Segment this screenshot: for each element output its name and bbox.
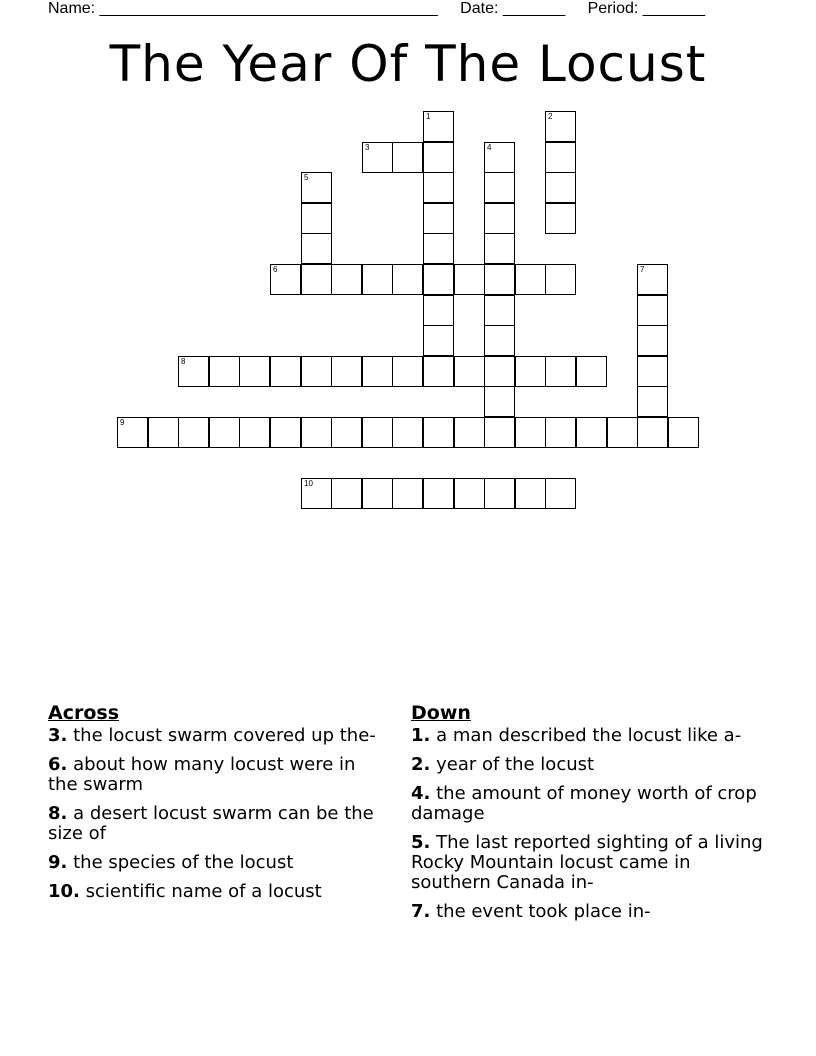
grid-cell[interactable] — [576, 417, 607, 448]
clue-number: 2. — [411, 754, 431, 775]
grid-cell[interactable] — [515, 417, 546, 448]
cell-number: 10 — [304, 479, 313, 488]
grid-cell[interactable] — [454, 417, 485, 448]
grid-cell[interactable] — [239, 417, 270, 448]
grid-cell[interactable] — [362, 417, 393, 448]
clue-text: year of the locust — [430, 754, 595, 775]
grid-cell[interactable] — [545, 172, 576, 203]
grid-cell[interactable] — [331, 264, 362, 295]
grid-cell[interactable] — [484, 478, 515, 509]
cell-number: 5 — [304, 173, 309, 182]
down-clues — [411, 702, 771, 931]
clue-text: the species of the locust — [67, 852, 294, 873]
grid-cell[interactable] — [331, 356, 362, 387]
grid-cell[interactable] — [301, 356, 332, 387]
grid-cell[interactable] — [545, 478, 576, 509]
grid-cell[interactable] — [331, 478, 362, 509]
clue-text: The last reported sighting of a living Rocky Mountain locust came in southern Canada in- — [411, 832, 763, 893]
across-clues — [48, 702, 388, 911]
grid-cell[interactable] — [515, 264, 546, 295]
grid-cell[interactable] — [484, 264, 515, 295]
clue-number: 1. — [411, 725, 431, 746]
grid-cell[interactable] — [392, 142, 423, 173]
grid-cell[interactable] — [270, 417, 301, 448]
grid-cell[interactable] — [637, 417, 668, 448]
grid-cell[interactable] — [515, 478, 546, 509]
grid-cell[interactable] — [423, 203, 454, 234]
grid-cell[interactable] — [607, 417, 638, 448]
clue-text: about how many locust were in the swarm — [48, 754, 356, 795]
grid-cell[interactable] — [423, 478, 454, 509]
grid-cell[interactable] — [301, 203, 332, 234]
grid-cell[interactable] — [301, 478, 332, 509]
grid-cell[interactable] — [392, 478, 423, 509]
grid-cell[interactable] — [148, 417, 179, 448]
grid-cell[interactable] — [423, 233, 454, 264]
puzzle-title: The Year Of The Locust — [109, 35, 707, 93]
grid-cell[interactable] — [484, 356, 515, 387]
grid-cell[interactable] — [392, 356, 423, 387]
clue-text: the amount of money worth of crop damage — [411, 783, 757, 824]
grid-cell[interactable] — [637, 356, 668, 387]
cell-number: 6 — [273, 265, 278, 274]
grid-cell[interactable] — [484, 295, 515, 326]
down-clue-1 — [411, 726, 771, 746]
grid-cell[interactable] — [545, 203, 576, 234]
cell-number: 7 — [640, 265, 645, 274]
clue-number: 3. — [48, 725, 68, 746]
clue-number: 7. — [411, 901, 431, 922]
grid-cell[interactable] — [515, 356, 546, 387]
grid-cell[interactable] — [423, 111, 454, 142]
grid-cell[interactable] — [270, 264, 301, 295]
grid-cell[interactable] — [545, 356, 576, 387]
cell-number: 2 — [548, 112, 553, 121]
clue-text: a desert locust swarm can be the size of — [48, 803, 374, 844]
grid-cell[interactable] — [484, 417, 515, 448]
grid-cell[interactable] — [423, 172, 454, 203]
grid-cell[interactable] — [362, 142, 393, 173]
clue-text: the event took place in- — [430, 901, 651, 922]
cell-number: 4 — [487, 143, 492, 152]
clue-text: a man described the locust like a- — [430, 725, 742, 746]
grid-cell[interactable] — [392, 417, 423, 448]
across-clue-10 — [48, 882, 388, 902]
clue-number: 8. — [48, 803, 68, 824]
grid-cell[interactable] — [484, 233, 515, 264]
grid-cell[interactable] — [454, 478, 485, 509]
across-heading: Across — [48, 702, 120, 724]
grid-cell[interactable] — [423, 142, 454, 173]
grid-cell[interactable] — [423, 264, 454, 295]
grid-cell[interactable] — [362, 264, 393, 295]
grid-cell[interactable] — [270, 356, 301, 387]
clue-number: 5. — [411, 832, 431, 853]
grid-cell[interactable] — [423, 356, 454, 387]
grid-cell[interactable] — [331, 417, 362, 448]
grid-cell[interactable] — [301, 233, 332, 264]
grid-cell[interactable] — [362, 356, 393, 387]
across-clue-9 — [48, 853, 388, 873]
down-clue-4 — [411, 784, 771, 824]
grid-cell[interactable] — [454, 264, 485, 295]
clue-number: 6. — [48, 754, 68, 775]
down-heading: Down — [411, 702, 471, 724]
grid-cell[interactable] — [423, 325, 454, 356]
period-field-label[interactable]: Period: _______ — [587, 0, 706, 17]
grid-cell[interactable] — [301, 417, 332, 448]
cell-number: 8 — [181, 357, 186, 366]
grid-cell[interactable] — [545, 264, 576, 295]
grid-cell[interactable] — [178, 356, 209, 387]
grid-cell[interactable] — [484, 203, 515, 234]
date-field-label[interactable]: Date: _______ — [460, 0, 566, 17]
across-clue-3 — [48, 726, 388, 746]
clue-text: the locust swarm covered up the- — [67, 725, 376, 746]
grid-cell[interactable] — [423, 295, 454, 326]
grid-cell[interactable] — [484, 386, 515, 417]
clue-number: 4. — [411, 783, 431, 804]
grid-cell[interactable] — [392, 264, 423, 295]
across-clue-6 — [48, 755, 388, 795]
down-clue-5 — [411, 833, 771, 893]
grid-cell[interactable] — [209, 356, 240, 387]
grid-cell[interactable] — [117, 417, 148, 448]
grid-cell[interactable] — [637, 386, 668, 417]
grid-cell[interactable] — [668, 417, 699, 448]
grid-cell[interactable] — [454, 356, 485, 387]
grid-cell[interactable] — [239, 356, 270, 387]
across-clue-8 — [48, 804, 388, 844]
clue-number: 9. — [48, 852, 68, 873]
clue-number: 10. — [48, 881, 80, 902]
grid-cell[interactable] — [484, 325, 515, 356]
grid-cell[interactable] — [545, 142, 576, 173]
grid-cell[interactable] — [576, 356, 607, 387]
cell-number: 1 — [426, 112, 431, 121]
grid-cell[interactable] — [301, 264, 332, 295]
grid-cell[interactable] — [545, 111, 576, 142]
grid-cell[interactable] — [637, 264, 668, 295]
clue-text: scientific name of a locust — [79, 881, 322, 902]
cell-number: 9 — [120, 418, 125, 427]
down-clue-7 — [411, 902, 771, 922]
grid-cell[interactable] — [484, 172, 515, 203]
down-clue-2 — [411, 755, 771, 775]
grid-cell[interactable] — [209, 417, 240, 448]
grid-cell[interactable] — [637, 325, 668, 356]
grid-cell[interactable] — [637, 295, 668, 326]
grid-cell[interactable] — [423, 417, 454, 448]
name-field-label[interactable]: Name: ______________________________________ — [48, 0, 438, 17]
cell-number: 3 — [365, 143, 370, 152]
grid-cell[interactable] — [484, 142, 515, 173]
grid-cell[interactable] — [545, 417, 576, 448]
grid-cell[interactable] — [178, 417, 209, 448]
grid-cell[interactable] — [301, 172, 332, 203]
grid-cell[interactable] — [362, 478, 393, 509]
